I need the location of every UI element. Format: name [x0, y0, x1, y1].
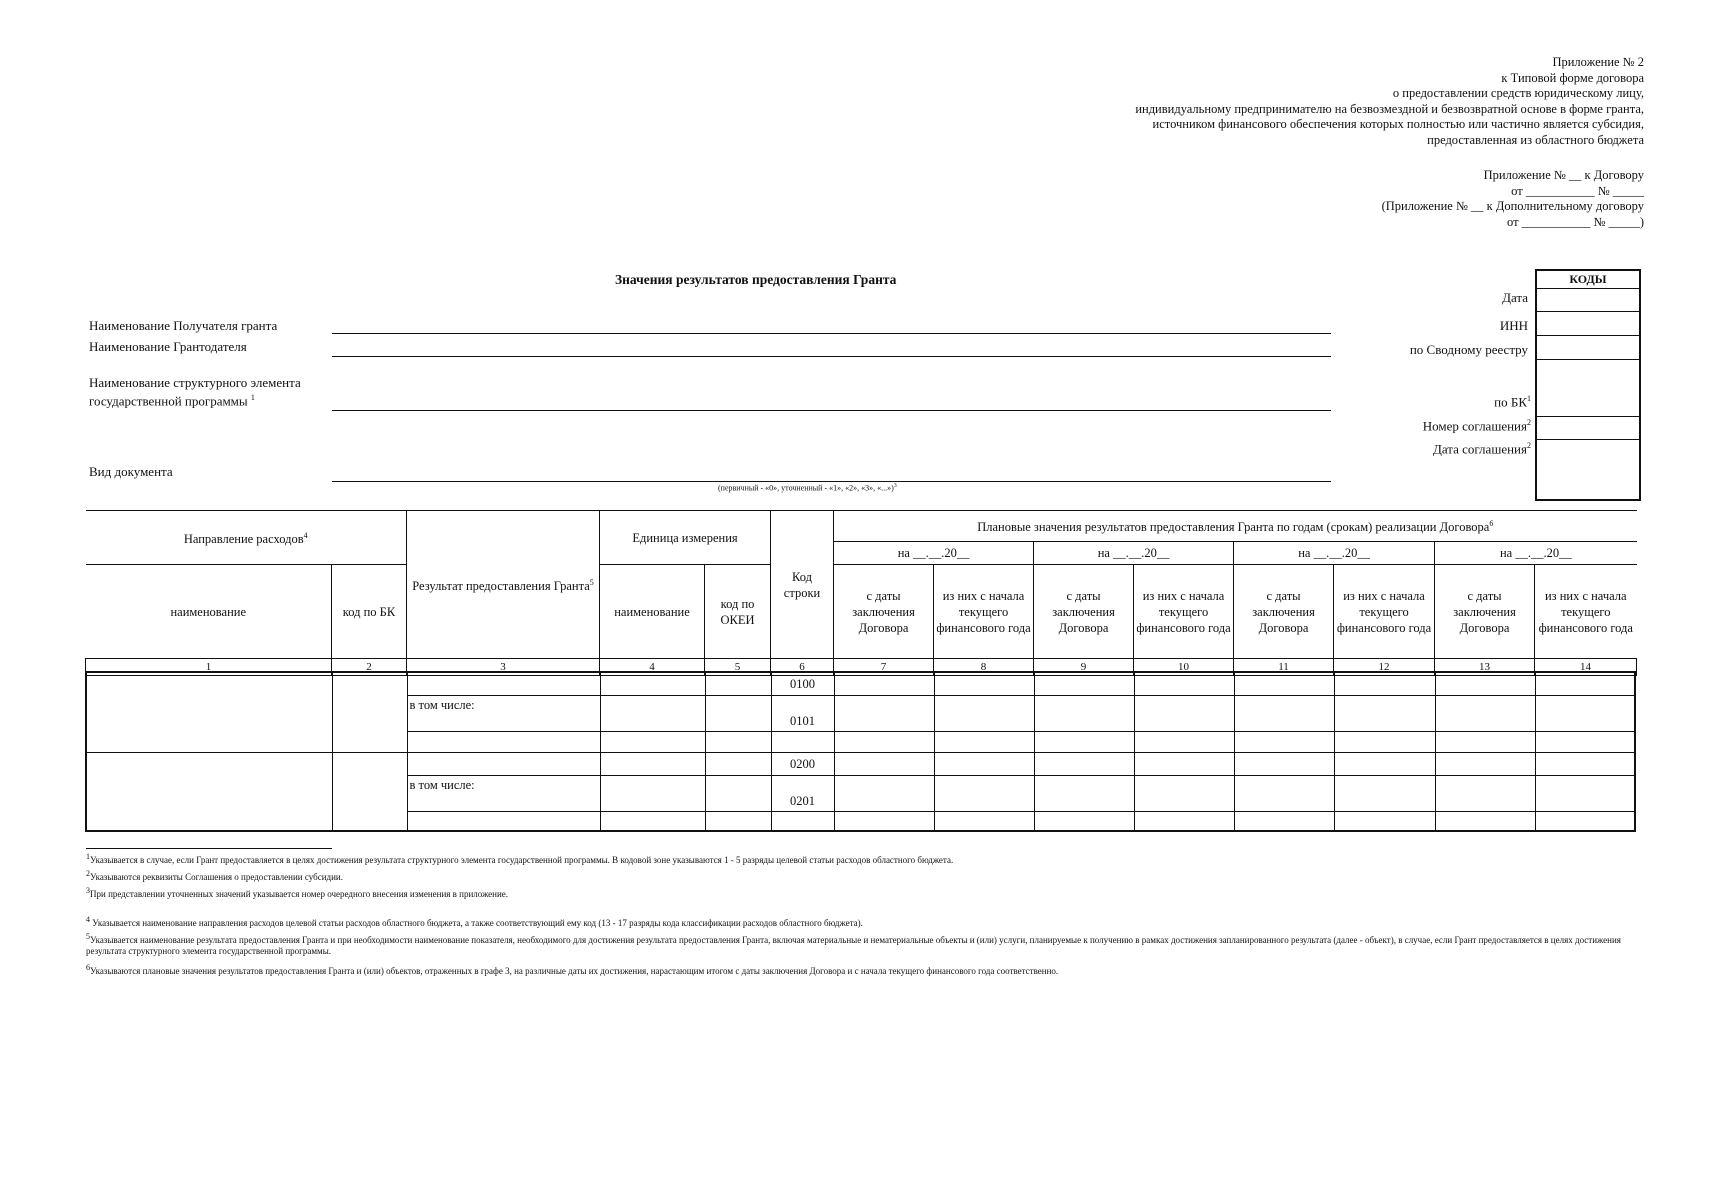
appendix-line: о предоставлении средств юридическому лицу, — [1392, 86, 1644, 100]
okei-cell[interactable] — [705, 775, 771, 811]
footnote-6 — [86, 962, 1058, 977]
footnote-text-cont: Грант предоставляется в целях достижения результата структурного элемента государственной программы. — [86, 935, 1621, 956]
page-title: Значения результатов предоставления Гранта — [615, 272, 897, 287]
code-label-bk-text: по БК — [1494, 394, 1527, 410]
value-cell[interactable] — [934, 695, 1034, 731]
value-cell[interactable] — [1234, 731, 1334, 752]
table-header-row-3 — [86, 565, 1637, 659]
footnote-2 — [86, 868, 343, 883]
value-cell[interactable] — [934, 672, 1034, 695]
value-cell[interactable] — [1334, 811, 1435, 831]
contract-line: от ___________ № _____ — [1511, 183, 1644, 198]
unit-name-cell[interactable] — [600, 695, 705, 731]
value-cell[interactable] — [1134, 672, 1234, 695]
doc-type-field[interactable] — [332, 481, 1331, 482]
value-cell[interactable] — [834, 752, 934, 775]
including-label: в том числе: — [407, 695, 600, 731]
value-cell[interactable] — [834, 695, 934, 731]
from-year-1: из них с начала текущего финансового года — [934, 565, 1034, 659]
direction-name-cell[interactable] — [86, 672, 332, 752]
okei-cell[interactable] — [705, 811, 771, 831]
doc-type-hint-sup: 3 — [893, 483, 897, 489]
from-contract-3: с даты заключения Договора — [1234, 565, 1334, 659]
col-number: 3 — [407, 659, 600, 676]
value-cell[interactable] — [1535, 672, 1635, 695]
col-number: 1 — [86, 659, 332, 676]
row-code-empty — [771, 731, 834, 752]
struct-label-line1: Наименование структурного элемента — [89, 375, 301, 390]
codes-box — [1535, 269, 1641, 501]
value-cell[interactable] — [1535, 811, 1635, 831]
result-header-sup: 5 — [589, 577, 594, 587]
value-cell[interactable] — [1535, 695, 1635, 731]
value-cell[interactable] — [1134, 695, 1234, 731]
unit-name-header: наименование — [600, 565, 705, 659]
value-cell[interactable] — [1034, 775, 1134, 811]
appendix-line: источником финансового обеспечения которых полностью или частично является субсидия, — [1152, 117, 1644, 131]
code-label-inn: ИНН — [1499, 318, 1528, 333]
footnote-mark: 5 — [86, 932, 90, 941]
value-cell[interactable] — [1134, 775, 1234, 811]
footnote-mark: 2 — [86, 869, 90, 878]
value-cell[interactable] — [1234, 695, 1334, 731]
unit-okei-header: код по ОКЕИ — [705, 565, 771, 659]
dir-bk-header: код по БК — [332, 565, 407, 659]
value-cell[interactable] — [834, 775, 934, 811]
value-cell[interactable] — [1535, 775, 1635, 811]
unit-name-cell[interactable] — [600, 731, 705, 752]
value-cell[interactable] — [834, 811, 934, 831]
value-cell[interactable] — [1234, 775, 1334, 811]
value-cell[interactable] — [934, 731, 1034, 752]
col-number: 6 — [771, 659, 834, 676]
period-1: на __.__.20__ — [834, 542, 1034, 565]
codes-header: КОДЫ — [1537, 271, 1639, 289]
doc-type-label: Вид документа — [89, 464, 173, 479]
result-cell[interactable] — [407, 672, 600, 695]
dir-header-sup: 4 — [303, 530, 308, 540]
code-label-bk — [1494, 394, 1531, 410]
code-label-bk-sup: 1 — [1527, 394, 1531, 403]
result-cell[interactable] — [407, 752, 600, 775]
contract-line: (Приложение № __ к Дополнительному договору — [1381, 199, 1644, 213]
struct-label-sup: 1 — [250, 393, 255, 402]
from-year-2: из них с начала текущего финансового года — [1134, 565, 1234, 659]
from-contract-4: с даты заключения Договора — [1435, 565, 1535, 659]
col-number: 14 — [1535, 659, 1637, 676]
appendix-line: Приложение № 2 — [1552, 55, 1644, 69]
footnote-mark: 4 — [86, 915, 90, 924]
footnote-5 — [86, 931, 1638, 957]
recipient-field[interactable] — [332, 333, 1331, 334]
appendix-header — [1135, 55, 1644, 148]
including-label: в том числе: — [407, 775, 600, 811]
struct-field[interactable] — [332, 410, 1331, 411]
footnote-text: Указывается наименование направления расходов целевой статьи расходов областного бюджета, а также соответствующий ему код (13 - 17 разряды кода классификации расходов областного бюджета). — [92, 918, 863, 928]
footnote-1 — [86, 851, 953, 866]
value-cell[interactable] — [1134, 752, 1234, 775]
value-cell[interactable] — [1435, 811, 1535, 831]
doc-type-hint — [718, 483, 897, 493]
from-year-3: из них с начала текущего финансового года — [1334, 565, 1435, 659]
code-label-registry: по Сводному реестру — [1409, 342, 1528, 357]
value-cell[interactable] — [1034, 811, 1134, 831]
result-header-cell — [407, 511, 600, 659]
value-cell[interactable] — [1334, 672, 1435, 695]
period-4: на __.__.20__ — [1435, 542, 1637, 565]
code-cell-agreement-number[interactable] — [1537, 417, 1639, 440]
okei-cell[interactable] — [705, 695, 771, 731]
footnote-text: Указываются реквизиты Соглашения о предоставлении субсидии. — [90, 872, 343, 882]
results-body — [85, 671, 1636, 832]
value-cell[interactable] — [1535, 731, 1635, 752]
table-row — [86, 752, 1635, 775]
col-number: 10 — [1134, 659, 1234, 676]
dir-name-header: наименование — [86, 565, 332, 659]
value-cell[interactable] — [1435, 695, 1535, 731]
value-cell[interactable] — [934, 811, 1034, 831]
value-cell[interactable] — [1034, 695, 1134, 731]
code-cell-bk[interactable] — [1537, 360, 1639, 417]
direction-bk-cell[interactable] — [332, 752, 407, 831]
code-label-agreement-date-sup: 2 — [1527, 441, 1531, 450]
value-cell[interactable] — [1435, 775, 1535, 811]
value-cell[interactable] — [1234, 672, 1334, 695]
value-cell[interactable] — [1334, 752, 1435, 775]
col-number: 13 — [1435, 659, 1535, 676]
planned-header-cell — [834, 511, 1637, 542]
from-contract-2: с даты заключения Договора — [1034, 565, 1134, 659]
row-code: 0101 — [771, 695, 834, 731]
okei-cell[interactable] — [705, 752, 771, 775]
unit-name-cell[interactable] — [600, 775, 705, 811]
value-cell[interactable] — [1134, 811, 1234, 831]
col-number: 7 — [834, 659, 934, 676]
value-cell[interactable] — [834, 731, 934, 752]
value-cell[interactable] — [1134, 731, 1234, 752]
unit-name-cell[interactable] — [600, 752, 705, 775]
table-header-row-1 — [86, 511, 1637, 542]
code-label-agreement-number-text: Номер соглашения — [1422, 418, 1527, 434]
code-cell-registry[interactable] — [1537, 336, 1639, 360]
results-table — [85, 510, 1637, 676]
dir-header: Направление расходов — [183, 532, 304, 547]
footnote-mark: 3 — [86, 886, 90, 895]
footnote-text: Указывается в случае, если Грант предоставляется в целях достижения результата структурного элемента государственной программы. В кодовой зоне указываются 1 - 5 разряды целевой статьи расходов областного бюджета. — [90, 855, 954, 865]
col-number: 2 — [332, 659, 407, 676]
code-cell-agreement-date[interactable] — [1537, 440, 1639, 478]
value-cell[interactable] — [834, 672, 934, 695]
contract-reference — [1382, 168, 1644, 230]
footnote-4 — [86, 914, 863, 929]
value-cell[interactable] — [1435, 672, 1535, 695]
code-label-date: Дата — [1502, 290, 1528, 305]
value-cell[interactable] — [1034, 752, 1134, 775]
row-code-empty — [771, 811, 834, 831]
footnote-text: Указываются плановые значения результатов предоставления Гранта и (или) объектов, отраженных в графе 3, на различные даты их достижения, нарастающим итогом с даты заключения Договора и с начала текущего финансового года соответственно. — [90, 966, 1059, 976]
table-row — [86, 672, 1635, 695]
row-code: 0201 — [771, 775, 834, 811]
col-number: 8 — [934, 659, 1034, 676]
period-2: на __.__.20__ — [1034, 542, 1234, 565]
direction-name-cell[interactable] — [86, 752, 332, 831]
code-header: Код строки — [771, 511, 834, 659]
struct-label-line2 — [89, 393, 255, 409]
code-cell-inn[interactable] — [1537, 312, 1639, 336]
footnote-mark: 6 — [86, 963, 90, 972]
code-cell-date[interactable] — [1537, 289, 1639, 312]
col-number: 9 — [1034, 659, 1134, 676]
recipient-label: Наименование Получателя гранта — [89, 318, 278, 333]
appendix-line: предоставленная из областного бюджета — [1427, 132, 1644, 147]
grantor-label: Наименование Грантодателя — [89, 339, 247, 354]
appendix-line: к Типовой форме договора — [1501, 70, 1644, 85]
value-cell[interactable] — [1435, 731, 1535, 752]
direction-bk-cell[interactable] — [332, 672, 407, 752]
col-number: 4 — [600, 659, 705, 676]
value-cell[interactable] — [1034, 731, 1134, 752]
col-number: 5 — [705, 659, 771, 676]
value-cell[interactable] — [1034, 672, 1134, 695]
col-number: 12 — [1334, 659, 1435, 676]
footnote-text: Указывается наименование результата предоставления Гранта и при необходимости наименование показателя, необходимого для достижения результата предоставления Гранта, включая материальные и нематериальные объекты и (или) услуги, планируемые к получению в рамках достижения запланированного результата (далее - объект), в случае, если — [90, 935, 1453, 945]
unit-name-cell[interactable] — [600, 811, 705, 831]
from-contract-1: с даты заключения Договора — [834, 565, 934, 659]
appendix-line: индивидуальному предпринимателю на безвозмездной и безвозвратной основе в форме гранта, — [1135, 101, 1644, 116]
contract-line: Приложение № __ к Договору — [1483, 168, 1644, 182]
planned-header-sup: 6 — [1489, 519, 1494, 529]
planned-header: Плановые значения результатов предоставления Гранта по годам (срокам) реализации Договора — [977, 520, 1490, 535]
row-code: 0200 — [771, 752, 834, 775]
value-cell[interactable] — [1334, 775, 1435, 811]
row-code: 0100 — [771, 672, 834, 695]
footnote-separator — [86, 848, 332, 849]
result-cell[interactable] — [407, 731, 600, 752]
contract-line: от ___________ № _____) — [1506, 214, 1644, 229]
footnote-3 — [86, 885, 508, 900]
footnote-text: При представлении уточненных значений указывается номер очередного внесения изменения в приложение. — [90, 889, 509, 899]
code-label-agreement-number-sup: 2 — [1527, 418, 1531, 427]
col-number: 11 — [1234, 659, 1334, 676]
okei-cell[interactable] — [705, 731, 771, 752]
code-label-agreement-date — [1433, 441, 1531, 457]
result-header: Результат предоставления Гранта — [412, 579, 590, 594]
value-cell[interactable] — [1334, 695, 1435, 731]
grantor-field[interactable] — [332, 356, 1331, 357]
dir-header-cell — [86, 511, 407, 565]
value-cell[interactable] — [1535, 752, 1635, 775]
period-3: на __.__.20__ — [1234, 542, 1435, 565]
value-cell[interactable] — [1234, 752, 1334, 775]
unit-header: Единица измерения — [600, 511, 771, 565]
footnote-mark: 1 — [86, 852, 90, 861]
struct-label-line2-text: государственной программы — [89, 393, 248, 409]
code-label-agreement-number — [1423, 418, 1531, 434]
okei-cell[interactable] — [705, 672, 771, 695]
result-cell[interactable] — [407, 811, 600, 831]
from-year-4: из них с начала текущего финансового года — [1535, 565, 1637, 659]
value-cell[interactable] — [1234, 811, 1334, 831]
code-label-agreement-date-text: Дата соглашения — [1432, 441, 1527, 457]
unit-name-cell[interactable] — [600, 672, 705, 695]
value-cell[interactable] — [934, 752, 1034, 775]
value-cell[interactable] — [1435, 752, 1535, 775]
value-cell[interactable] — [1334, 731, 1435, 752]
value-cell[interactable] — [934, 775, 1034, 811]
doc-type-hint-text: (первичный - «0», уточненный - «1», «2», «3», «...») — [718, 483, 894, 493]
